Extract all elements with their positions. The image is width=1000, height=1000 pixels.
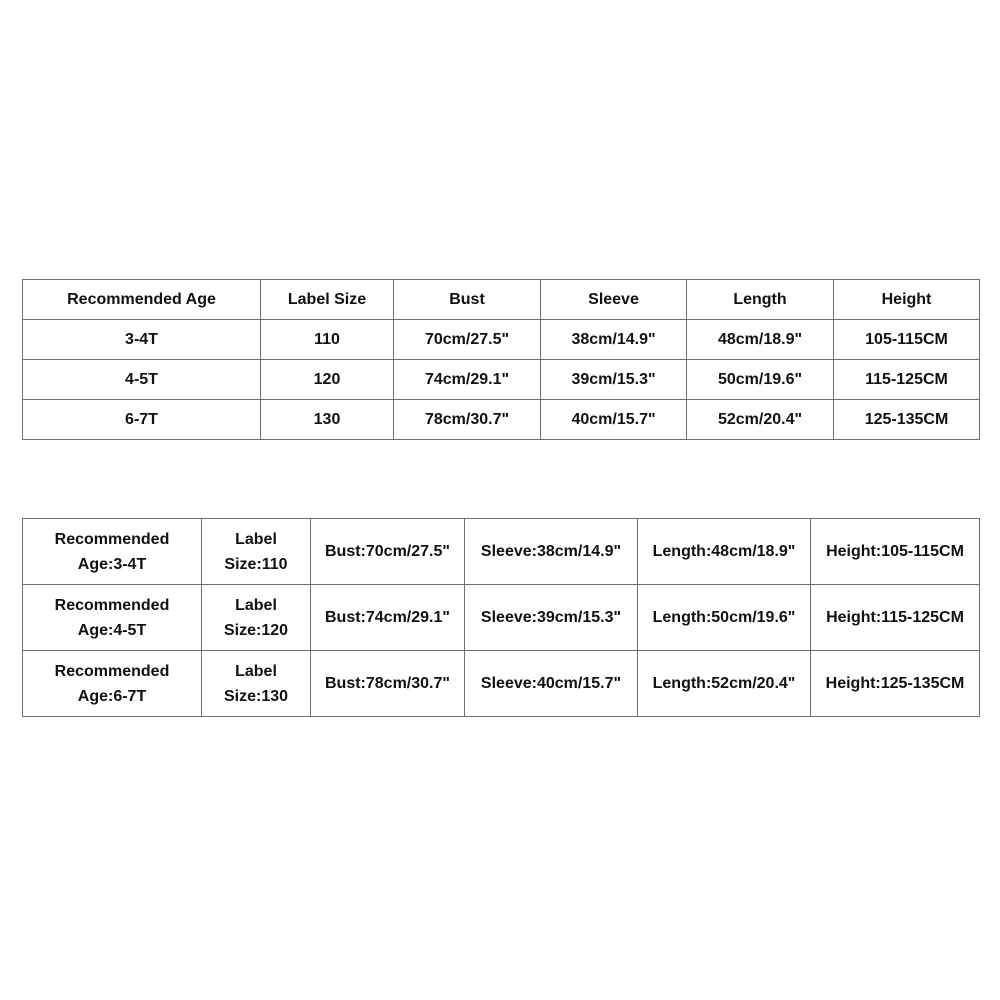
- header-sleeve: Sleeve: [541, 280, 687, 320]
- cell-sleeve: 38cm/14.9": [541, 320, 687, 360]
- label-line-2: Size:130: [223, 687, 289, 705]
- cell-length: Length:52cm/20.4": [638, 651, 811, 717]
- age-line-1: Recommended: [54, 662, 170, 680]
- cell-label-size: [202, 651, 311, 717]
- cell-label-size: [202, 585, 311, 651]
- header-label-size: Label Size: [261, 280, 394, 320]
- cell-length: 48cm/18.9": [687, 320, 834, 360]
- cell-bust: Bust:78cm/30.7": [311, 651, 465, 717]
- cell-label-size: [202, 519, 311, 585]
- table-row: [23, 651, 980, 717]
- cell-bust: 78cm/30.7": [394, 400, 541, 440]
- cell-height: Height:115-125CM: [811, 585, 980, 651]
- table-header-row: [23, 280, 980, 320]
- label-line-2: Size:110: [224, 555, 288, 573]
- size-chart-table-1: [22, 279, 980, 440]
- cell-height: Height:105-115CM: [811, 519, 980, 585]
- cell-height: Height:125-135CM: [811, 651, 980, 717]
- age-line-1: Recommended: [54, 596, 170, 614]
- label-line-1: Label: [235, 662, 277, 680]
- cell-length: Length:50cm/19.6": [638, 585, 811, 651]
- header-bust: Bust: [394, 280, 541, 320]
- header-length: Length: [687, 280, 834, 320]
- cell-recommended-age: [23, 585, 202, 651]
- age-line-2: Age:6-7T: [77, 687, 147, 705]
- cell-length: Length:48cm/18.9": [638, 519, 811, 585]
- cell-label-size: 110: [261, 320, 394, 360]
- header-height: Height: [834, 280, 980, 320]
- label-line-2: Size:120: [223, 621, 289, 639]
- cell-sleeve: Sleeve:40cm/15.7": [465, 651, 638, 717]
- header-recommended-age: Recommended Age: [23, 280, 261, 320]
- cell-height: 125-135CM: [834, 400, 980, 440]
- cell-sleeve: Sleeve:38cm/14.9": [465, 519, 638, 585]
- cell-label-size: 130: [261, 400, 394, 440]
- cell-age: 6-7T: [23, 400, 261, 440]
- cell-bust: 74cm/29.1": [394, 360, 541, 400]
- cell-length: 50cm/19.6": [687, 360, 834, 400]
- cell-recommended-age: [23, 519, 202, 585]
- label-line-1: Label: [235, 530, 277, 548]
- cell-height: 115-125CM: [834, 360, 980, 400]
- age-line-2: Age:3-4T: [77, 555, 147, 573]
- age-line-2: Age:4-5T: [77, 621, 147, 639]
- cell-bust: 70cm/27.5": [394, 320, 541, 360]
- cell-bust: Bust:74cm/29.1": [311, 585, 465, 651]
- table-row: [23, 519, 980, 585]
- cell-recommended-age: [23, 651, 202, 717]
- cell-sleeve: Sleeve:39cm/15.3": [465, 585, 638, 651]
- cell-bust: Bust:70cm/27.5": [311, 519, 465, 585]
- table-row: [23, 400, 980, 440]
- age-line-1: Recommended: [54, 530, 170, 548]
- cell-sleeve: 40cm/15.7": [541, 400, 687, 440]
- table-row: [23, 360, 980, 400]
- cell-age: 3-4T: [23, 320, 261, 360]
- cell-age: 4-5T: [23, 360, 261, 400]
- table-row: [23, 585, 980, 651]
- cell-length: 52cm/20.4": [687, 400, 834, 440]
- label-line-1: Label: [235, 596, 277, 614]
- cell-height: 105-115CM: [834, 320, 980, 360]
- cell-label-size: 120: [261, 360, 394, 400]
- size-chart-table-2: [22, 518, 980, 717]
- table-row: [23, 320, 980, 360]
- cell-sleeve: 39cm/15.3": [541, 360, 687, 400]
